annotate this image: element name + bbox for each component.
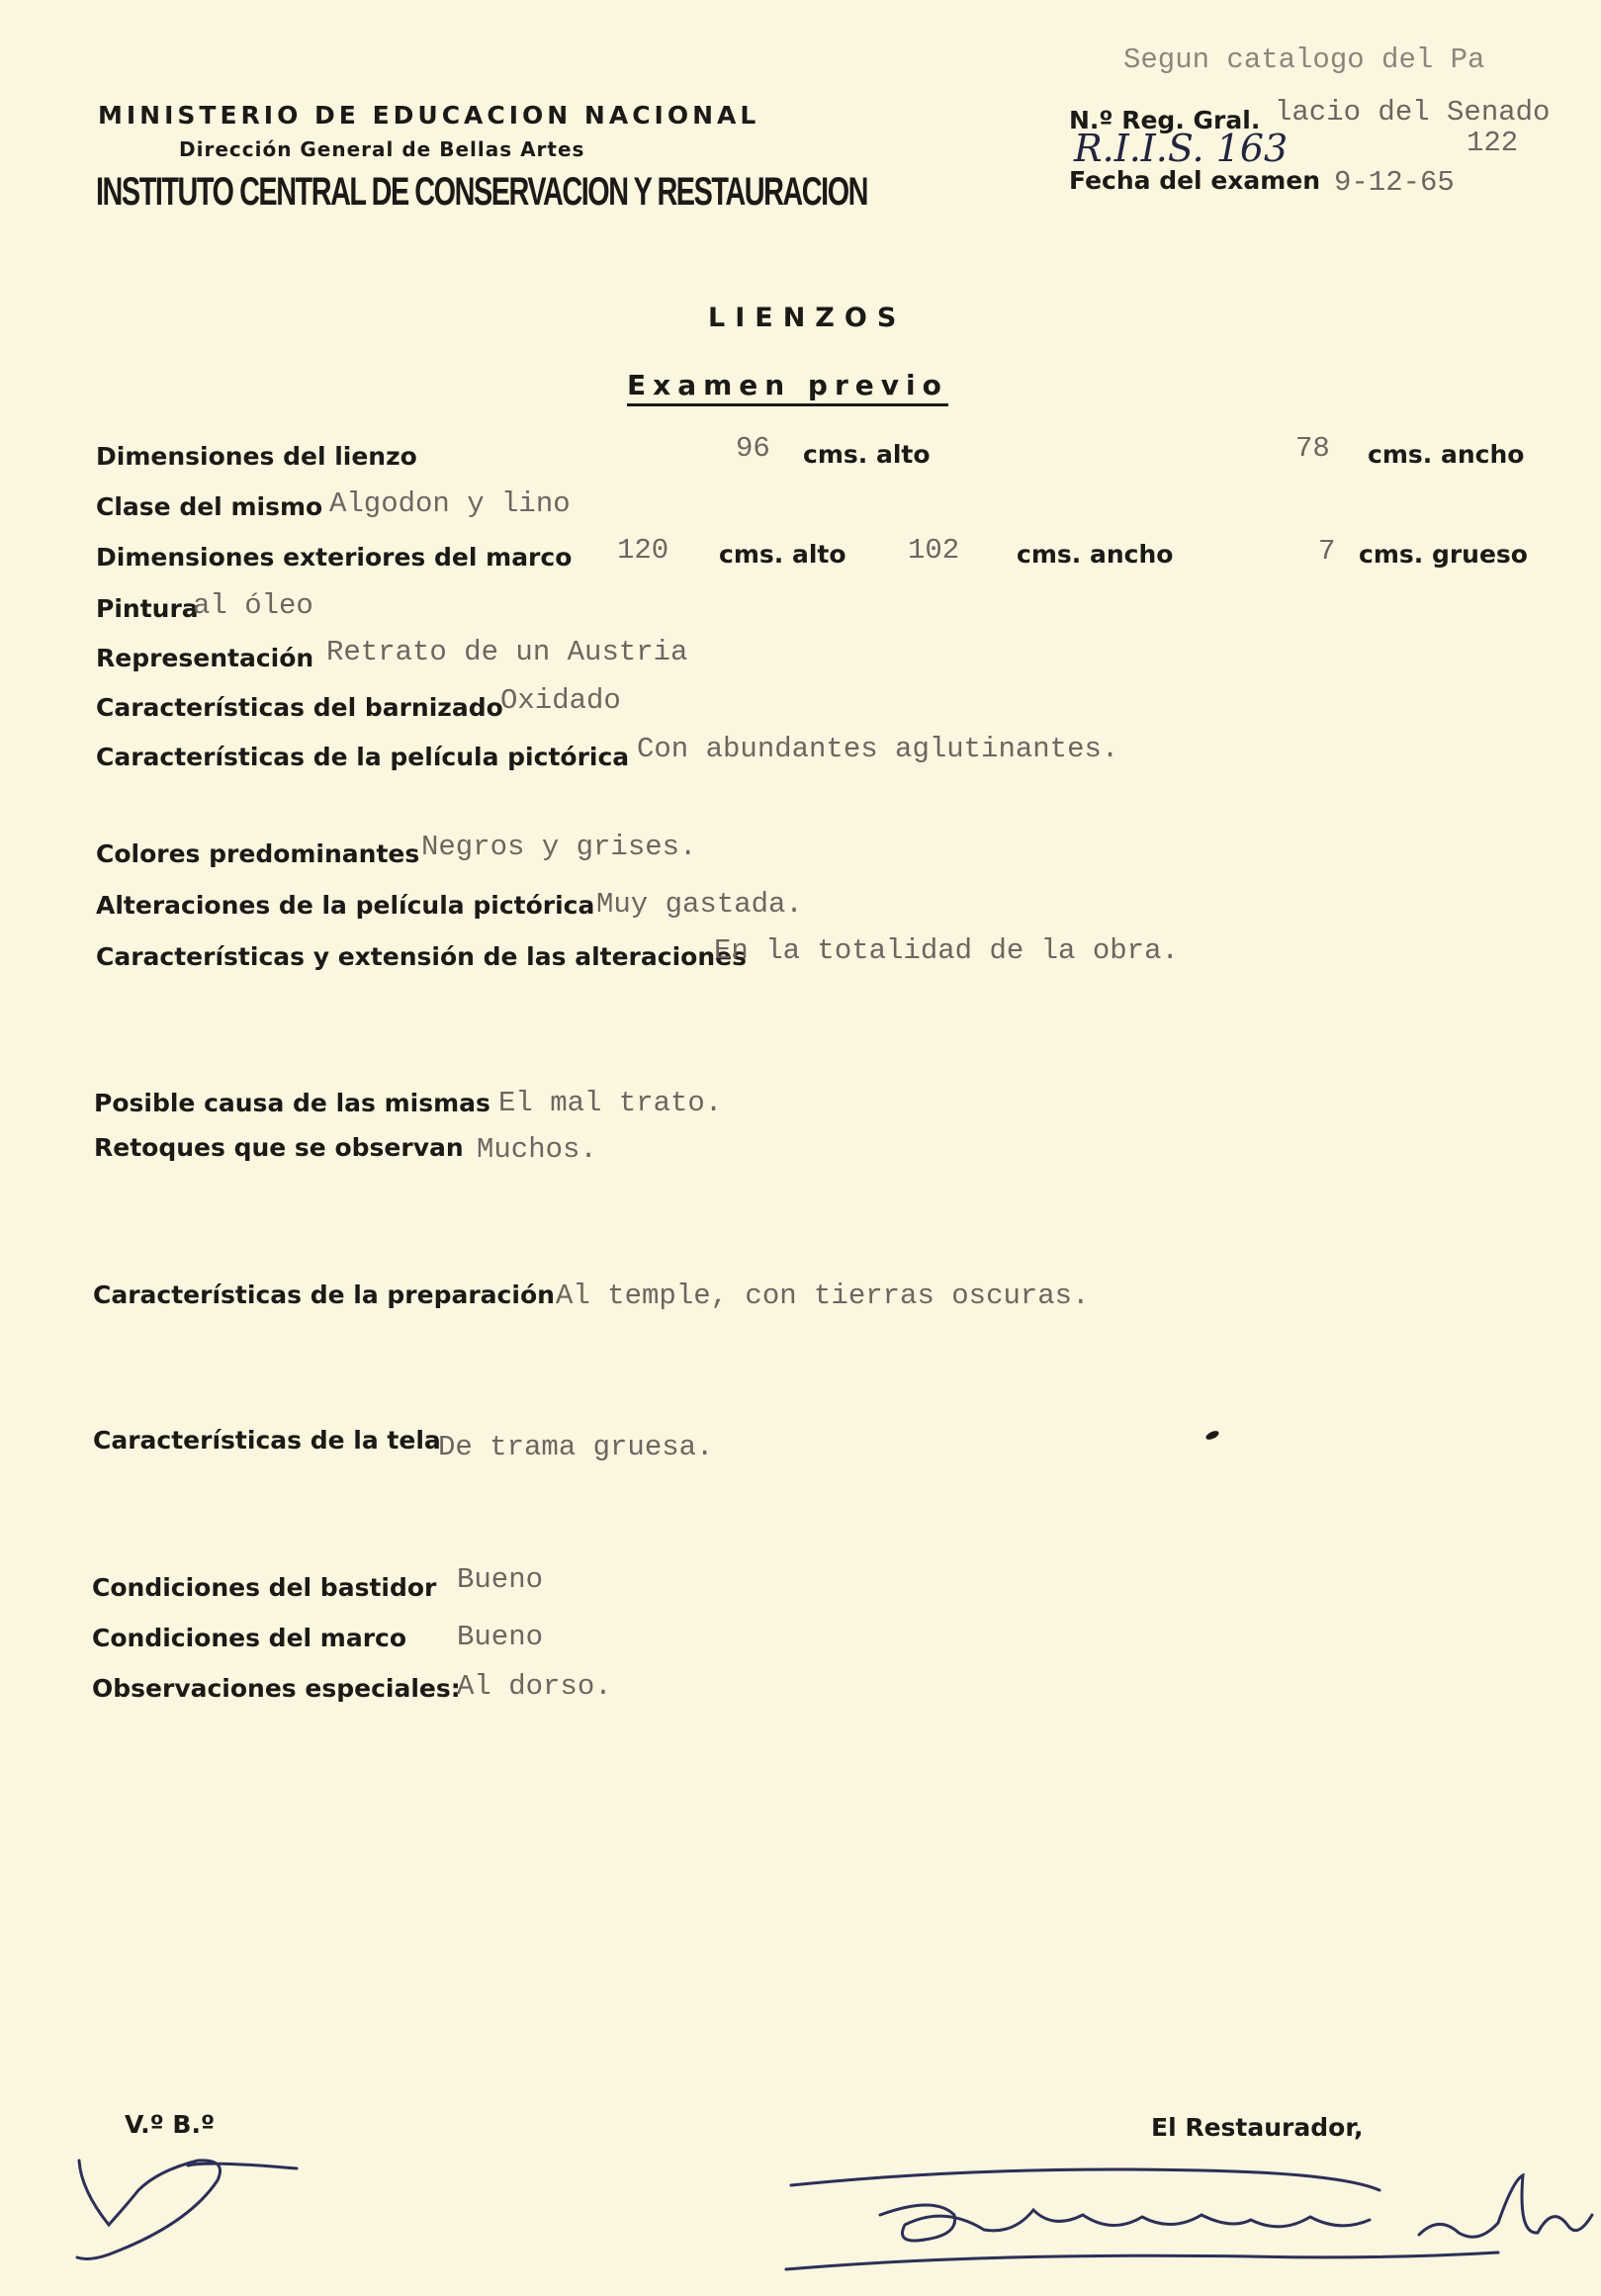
barnizado-label: Características del barnizado bbox=[96, 693, 503, 722]
marco-grueso-value: 7 bbox=[1318, 535, 1336, 568]
institute-heading: INSTITUTO CENTRAL DE CONSERVACION Y RESTAURACION bbox=[96, 170, 868, 214]
pintura-value: al óleo bbox=[193, 589, 313, 622]
clase-value: Algodon y lino bbox=[329, 487, 571, 520]
causa-label: Posible causa de las mismas bbox=[94, 1089, 490, 1117]
retoques-label: Retoques que se observan bbox=[94, 1133, 464, 1162]
directorate-heading: Dirección General de Bellas Artes bbox=[179, 137, 585, 161]
cond-marco-value: Bueno bbox=[457, 1621, 544, 1653]
pelicula-value: Con abundantes aglutinantes. bbox=[637, 733, 1119, 765]
ministry-heading: MINISTERIO DE EDUCACION NACIONAL bbox=[98, 101, 760, 130]
colores-label: Colores predominantes bbox=[96, 839, 420, 868]
pintura-label: Pintura bbox=[96, 594, 199, 623]
cms-ancho-label: cms. ancho bbox=[1368, 440, 1525, 469]
marco-label: Dimensiones exteriores del marco bbox=[96, 543, 573, 572]
pelicula-label: Características de la película pictórica bbox=[96, 743, 630, 771]
barnizado-value: Oxidado bbox=[500, 684, 621, 717]
catalog-note-line1: Segun catalogo del Pa bbox=[1123, 44, 1485, 76]
tela-value: De trama gruesa. bbox=[438, 1431, 714, 1463]
observaciones-label: Observaciones especiales: bbox=[92, 1674, 461, 1703]
dimensiones-ancho-value: 78 bbox=[1295, 432, 1330, 465]
tela-label: Características de la tela bbox=[93, 1426, 441, 1455]
restaurador-signature bbox=[786, 2146, 1597, 2294]
preparacion-label: Características de la preparación bbox=[93, 1280, 555, 1309]
date-value: 9-12-65 bbox=[1334, 166, 1455, 199]
dimensiones-alto-value: 96 bbox=[736, 432, 770, 465]
page-subtitle: Examen previo bbox=[627, 369, 948, 406]
representacion-value: Retrato de un Austria bbox=[326, 636, 688, 668]
alteraciones-value: Muy gastada. bbox=[596, 888, 803, 921]
clase-label: Clase del mismo bbox=[96, 492, 323, 521]
representacion-label: Representación bbox=[96, 644, 314, 672]
observaciones-value: Al dorso. bbox=[457, 1670, 612, 1703]
handwritten-registry-number: R.I.I.S. 163 bbox=[1074, 127, 1289, 170]
marco-cms-grueso-label: cms. grueso bbox=[1359, 540, 1528, 569]
page-title: LIENZOS bbox=[708, 303, 907, 333]
registry-label: N.º Reg. Gral. bbox=[1069, 106, 1261, 134]
extension-label: Características y extensión de las alteraciones bbox=[96, 942, 747, 971]
colores-value: Negros y grises. bbox=[421, 831, 697, 863]
catalog-number: 122 bbox=[1467, 127, 1519, 159]
cond-marco-label: Condiciones del marco bbox=[92, 1624, 407, 1652]
dimensiones-label: Dimensiones del lienzo bbox=[96, 442, 417, 471]
date-label: Fecha del examen bbox=[1069, 166, 1321, 195]
restaurador-label: El Restaurador, bbox=[1151, 2113, 1364, 2142]
marco-cms-alto-label: cms. alto bbox=[719, 540, 846, 569]
marco-ancho-value: 102 bbox=[908, 534, 960, 567]
catalog-note-line2: lacio del Senado bbox=[1275, 96, 1551, 129]
extension-value: En la totalidad de la obra. bbox=[714, 934, 1179, 967]
bastidor-value: Bueno bbox=[457, 1563, 544, 1596]
bastidor-label: Condiciones del bastidor bbox=[92, 1573, 437, 1602]
alteraciones-label: Alteraciones de la película pictórica bbox=[96, 891, 595, 920]
retoques-value: Muchos. bbox=[477, 1133, 597, 1166]
vb-label: V.º B.º bbox=[125, 2110, 216, 2139]
marco-cms-ancho-label: cms. ancho bbox=[1017, 540, 1174, 569]
ink-mark bbox=[1204, 1429, 1220, 1441]
marco-alto-value: 120 bbox=[617, 534, 669, 567]
preparacion-value: Al temple, con tierras oscuras. bbox=[556, 1280, 1090, 1312]
causa-value: El mal trato. bbox=[498, 1087, 723, 1119]
vb-signature bbox=[69, 2131, 267, 2269]
cms-alto-label: cms. alto bbox=[803, 440, 931, 469]
